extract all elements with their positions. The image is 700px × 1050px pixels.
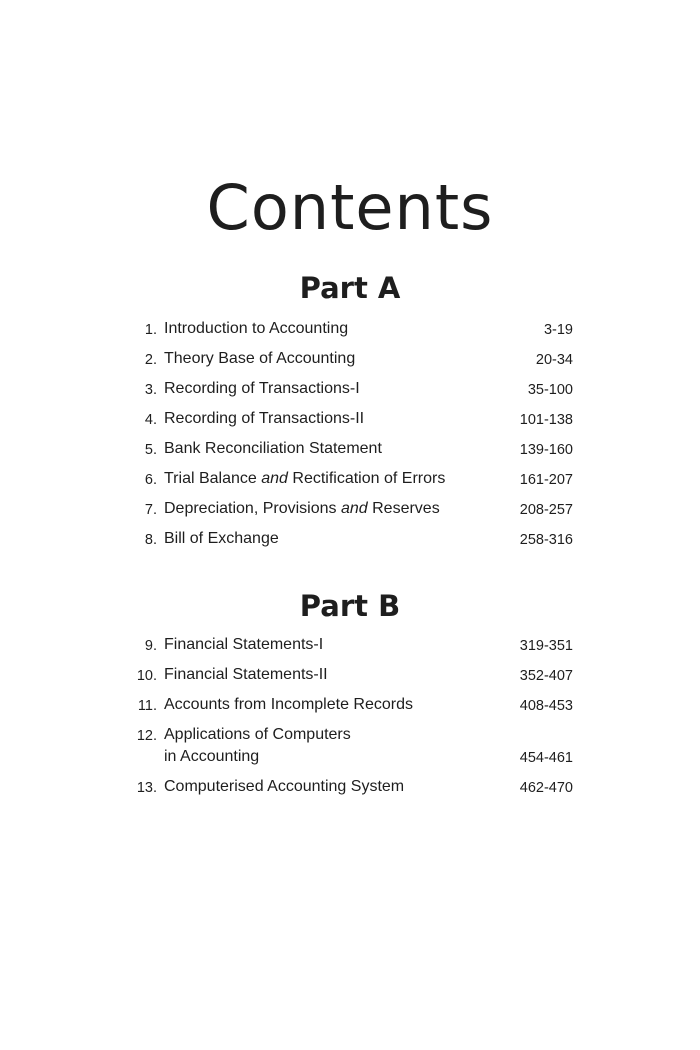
chapter-title	[157, 498, 520, 520]
chapter-title-segment: Depreciation, Provisions	[164, 500, 341, 517]
chapter-number: 12.	[136, 728, 157, 744]
chapter-title-segment: Trial Balance	[164, 470, 262, 487]
toc-entry[interactable]	[130, 408, 573, 438]
chapter-title: Computerised Accounting System	[164, 778, 405, 795]
toc-entry[interactable]	[130, 438, 573, 468]
page-range: 3-19	[543, 322, 573, 338]
page-title: Contents	[206, 171, 494, 244]
page-range: 208-257	[519, 502, 573, 518]
toc-entry[interactable]	[130, 348, 573, 378]
toc-entry[interactable]	[130, 724, 573, 776]
chapter-number: 9.	[144, 638, 157, 654]
toc-entry[interactable]	[130, 498, 573, 528]
chapter-number: 2.	[144, 352, 157, 368]
chapter-title: Financial Statements-I	[164, 636, 324, 653]
page-range: 35-100	[527, 382, 573, 398]
page-range: 319-351	[519, 638, 573, 654]
page-range: 258-316	[519, 532, 573, 548]
toc-entry[interactable]	[130, 378, 573, 408]
chapter-number: 6.	[144, 472, 157, 488]
chapter-title	[157, 724, 520, 768]
chapter-title: Bill of Exchange	[164, 530, 279, 547]
toc-entry[interactable]	[130, 528, 573, 558]
chapter-title	[157, 468, 520, 490]
chapter-title-segment: Reserves	[367, 500, 440, 517]
part-b-contents-list	[130, 634, 573, 806]
toc-entry[interactable]	[130, 776, 573, 806]
chapter-number: 7.	[144, 502, 157, 518]
italic-conjunction: and	[340, 500, 368, 517]
toc-entry[interactable]	[130, 634, 573, 664]
part-b-heading: Part B	[299, 589, 401, 623]
chapter-number: 13.	[136, 780, 157, 796]
page-range: 20-34	[535, 352, 573, 368]
chapter-title: Accounts from Incomplete Records	[164, 696, 413, 713]
chapter-number: 8.	[144, 532, 157, 548]
chapter-title: Bank Reconciliation Statement	[164, 440, 382, 457]
page-range: 462-470	[519, 780, 573, 796]
chapter-title: Introduction to Accounting	[164, 320, 349, 337]
chapter-title: Recording of Transactions-I	[164, 380, 360, 397]
toc-entry[interactable]	[130, 664, 573, 694]
page-range: 139-160	[519, 442, 573, 458]
chapter-number: 11.	[137, 698, 157, 714]
toc-entry[interactable]	[130, 694, 573, 724]
chapter-number: 5.	[144, 442, 157, 458]
chapter-title: Recording of Transactions-II	[164, 410, 365, 427]
page-range: 101-138	[519, 412, 573, 428]
toc-entry[interactable]	[130, 468, 573, 498]
page-range: 454-461	[519, 750, 573, 766]
page-range: 352-407	[519, 668, 573, 684]
chapter-title: Theory Base of Accounting	[164, 350, 356, 367]
page-range: 408-453	[519, 698, 573, 714]
chapter-title: Financial Statements-II	[164, 666, 328, 683]
chapter-title-line: Applications of Computers	[164, 726, 351, 743]
chapter-title-line: in Accounting	[164, 748, 260, 765]
chapter-number: 3.	[144, 382, 157, 398]
page-range: 161-207	[519, 472, 573, 488]
chapter-number: 4.	[144, 412, 157, 428]
chapter-number: 1.	[144, 322, 157, 338]
part-a-contents-list	[130, 318, 573, 558]
part-a-heading: Part A	[299, 271, 401, 305]
toc-entry[interactable]	[130, 318, 573, 348]
italic-conjunction: and	[261, 470, 288, 487]
chapter-title-segment: Rectification of Errors	[287, 470, 446, 487]
chapter-number: 10.	[136, 668, 157, 684]
